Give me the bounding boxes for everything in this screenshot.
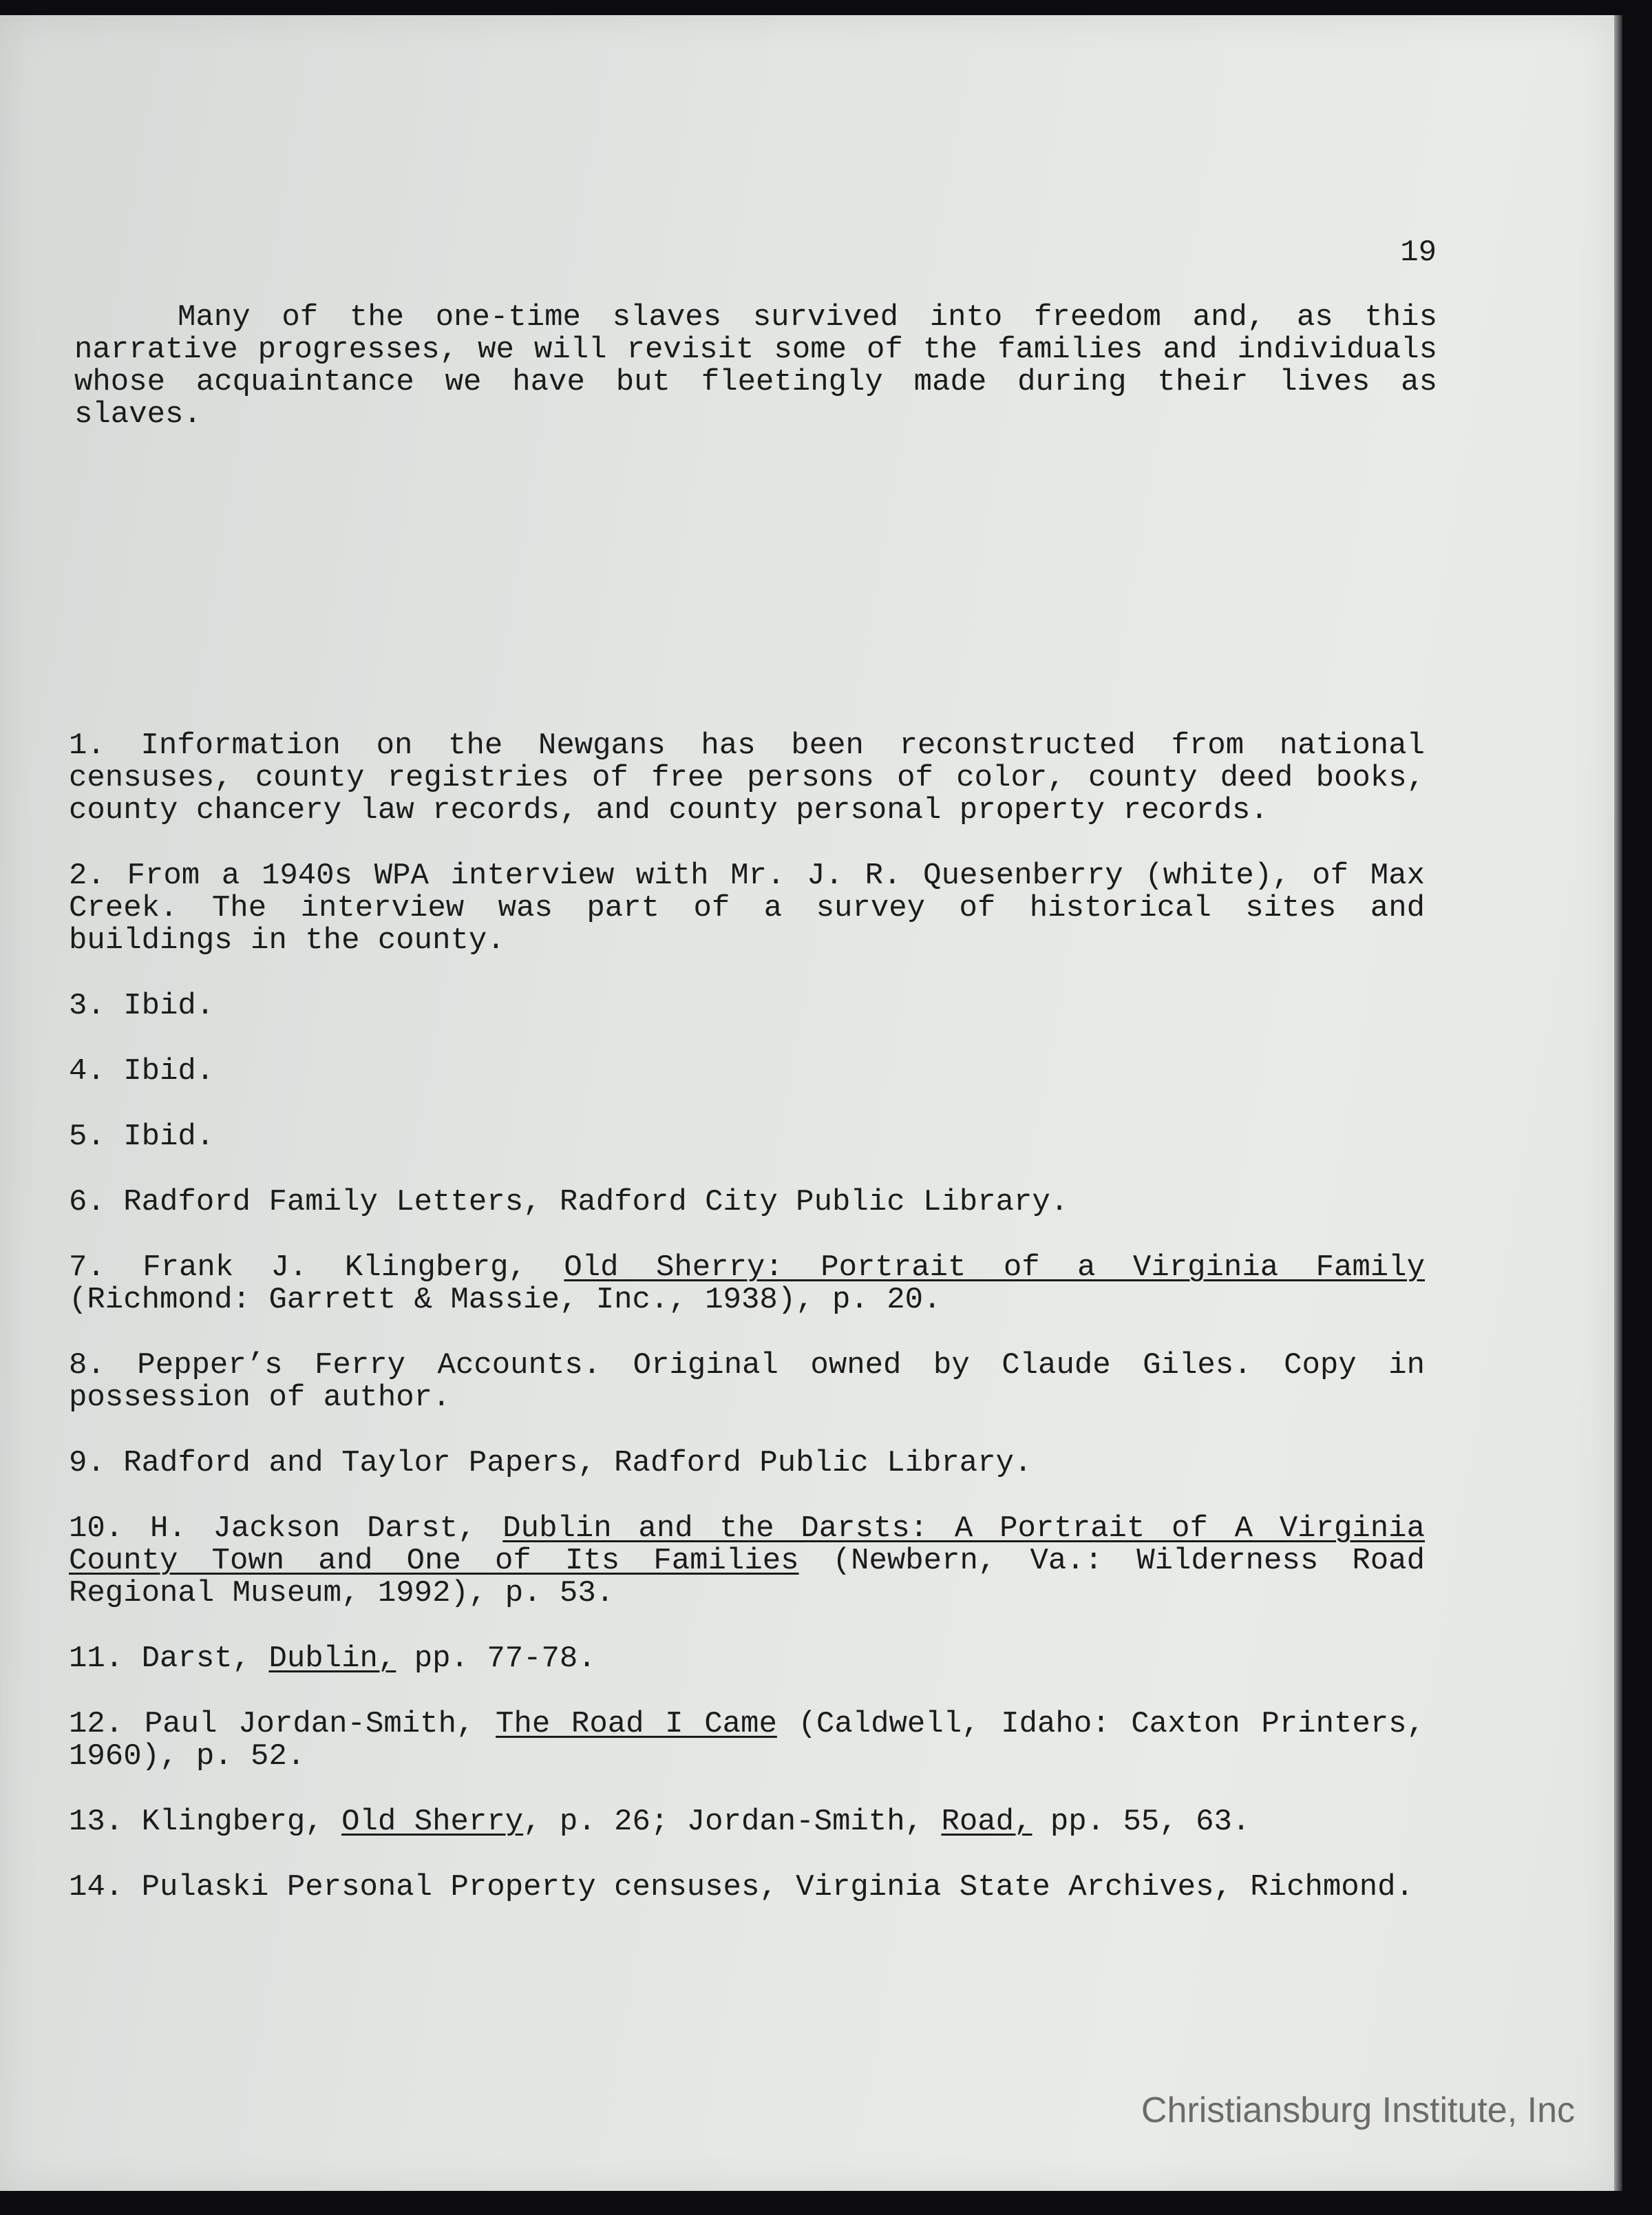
endnote-13	[69, 1806, 1425, 1838]
watermark: Christiansburg Institute, Inc	[1141, 2090, 1575, 2130]
endnote-5: 5. Ibid.	[69, 1120, 215, 1154]
endnote-10	[69, 1513, 1425, 1610]
endnote-11	[69, 1643, 1425, 1675]
endnote-13-middle: , p. 26; Jordan-Smith,	[523, 1805, 942, 1839]
endnote-14: 14. Pulaski Personal Property censuses, Virginia State Archives, Richmond.	[69, 1870, 1414, 1904]
endnote-10-suffix: (Newbern, Va.: Wilderness Road Regional Museum, 1992), p. 53.	[69, 1544, 1425, 1610]
document-page	[0, 15, 1614, 2191]
endnote-3: 3. Ibid.	[69, 989, 215, 1023]
endnote-9: 9. Radford and Taylor Papers, Radford Public Library.	[69, 1446, 1032, 1480]
page-number: 19	[1400, 235, 1437, 270]
endnote-6: 6. Radford Family Letters, Radford City Public Library.	[69, 1185, 1069, 1219]
endnote-7	[69, 1252, 1425, 1316]
endnote-12-suffix: (Caldwell, Idaho: Caxton Printers, 1960), p. 52.	[69, 1707, 1425, 1774]
endnote-13-prefix: 13. Klingberg,	[69, 1805, 342, 1839]
endnote-7-title: Old Sherry: Portrait of a Virginia Family	[564, 1250, 1425, 1285]
endnote-7-prefix: 7. Frank J. Klingberg,	[69, 1250, 564, 1285]
endnote-11-suffix: pp. 77-78.	[396, 1641, 596, 1676]
endnote-8: 8. Pepper’s Ferry Accounts. Original owned by Claude Giles. Copy in possession of author.	[69, 1348, 1425, 1415]
endnote-12-title: The Road I Came	[496, 1707, 777, 1741]
endnote-12-prefix: 12. Paul Jordan-Smith,	[69, 1707, 496, 1741]
endnote-7-suffix: (Richmond: Garrett & Massie, Inc., 1938), p. 20.	[69, 1283, 942, 1317]
endnote-11-title: Dublin,	[268, 1641, 396, 1676]
endnote-13-title-2: Road,	[941, 1805, 1032, 1839]
page-edge-shadow	[1614, 15, 1622, 2191]
intro-paragraph: Many of the one-time slaves survived into freedom and, as this narrative progresses, we will revisit some of the families and individuals whose acquaintance we have but fleetingly made during their lives as slaves.	[74, 300, 1437, 432]
endnote-12	[69, 1708, 1425, 1773]
endnote-4: 4. Ibid.	[69, 1054, 215, 1089]
endnote-1: 1. Information on the Newgans has been reconstructed from national censuses, county registries of free persons of color, county deed books, county chancery law records, and county personal property records.	[69, 728, 1425, 828]
endnote-11-prefix: 11. Darst,	[69, 1641, 269, 1676]
endnote-2: 2. From a 1940s WPA interview with Mr. J. R. Quesenberry (white), of Max Creek. The interview was part of a survey of historical sites and buildings in the county.	[69, 859, 1425, 958]
endnote-10-title: Dublin and the Darsts: A Portrait of A Virginia County Town and One of Its Families	[69, 1511, 1425, 1578]
endnotes-list	[69, 730, 1425, 1937]
endnote-10-prefix: 10. H. Jackson Darst,	[69, 1511, 503, 1546]
endnote-13-title-1: Old Sherry	[341, 1805, 524, 1839]
endnote-13-suffix: pp. 55, 63.	[1032, 1805, 1251, 1839]
